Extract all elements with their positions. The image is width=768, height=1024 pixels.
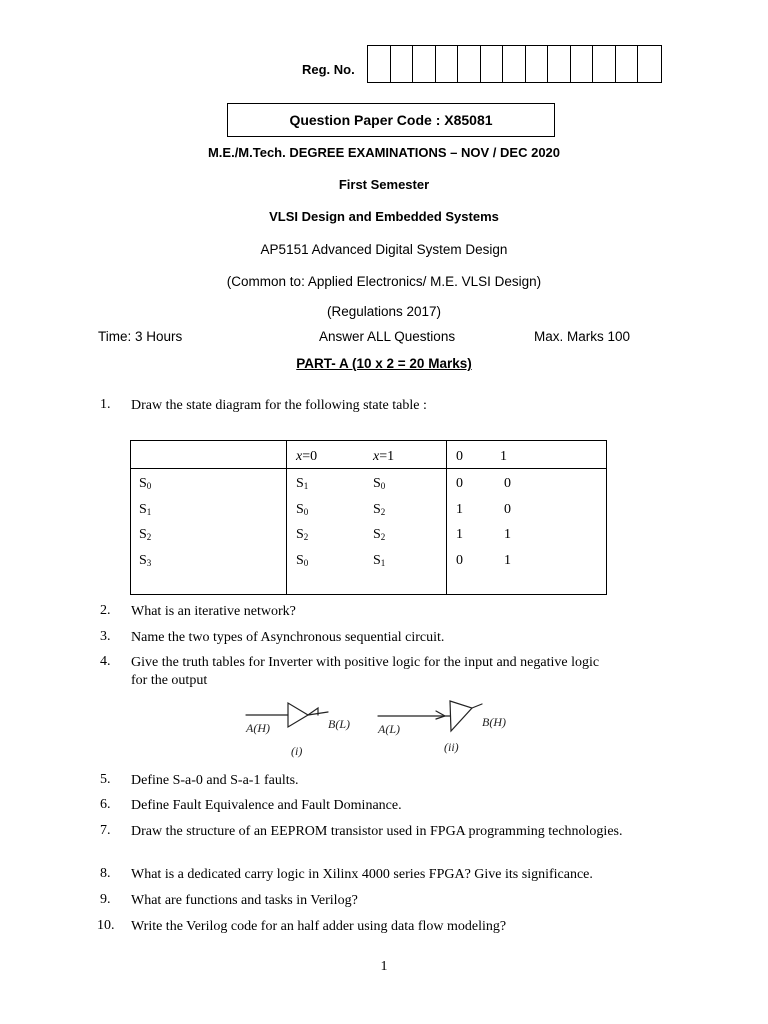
reg-no-cell bbox=[593, 46, 616, 82]
output-x0: 1 bbox=[456, 502, 463, 517]
state-letter: S bbox=[296, 502, 304, 517]
state-letter: S bbox=[373, 527, 381, 542]
header-out-1: 1 bbox=[500, 449, 507, 464]
present-state bbox=[139, 476, 151, 492]
course: AP5151 Advanced Digital System Design bbox=[260, 242, 508, 257]
reg-no-cell bbox=[481, 46, 504, 82]
reg-no-label: Reg. No. bbox=[302, 62, 355, 77]
state-letter: S bbox=[296, 527, 304, 542]
state-letter: S bbox=[139, 527, 147, 542]
next-state-x0 bbox=[296, 476, 308, 492]
question-text: Draw the structure of an EEPROM transistor used in FPGA programming technologies. bbox=[131, 824, 623, 839]
header-x1: x=1 bbox=[373, 449, 395, 464]
common-to: (Common to: Applied Electronics/ M.E. VLSI Design) bbox=[226, 274, 542, 289]
input-label-ii: A(L) bbox=[378, 722, 400, 736]
table-divider bbox=[286, 441, 287, 594]
reg-no-cell bbox=[413, 46, 436, 82]
question-number: 6. bbox=[100, 797, 111, 812]
state-index: 2 bbox=[146, 532, 152, 542]
state-letter: S bbox=[373, 553, 381, 568]
question-number: 3. bbox=[100, 629, 111, 644]
inverter-sketch bbox=[240, 695, 530, 765]
caption-ii: (ii) bbox=[444, 740, 459, 754]
exam-title: M.E./M.Tech. DEGREE EXAMINATIONS – NOV / DEC 2020 bbox=[207, 145, 561, 160]
next-state-x1 bbox=[373, 553, 385, 569]
instruction: Answer ALL Questions bbox=[319, 329, 456, 344]
output-label-i: B(L) bbox=[328, 717, 350, 731]
next-state-x1 bbox=[373, 527, 385, 543]
question-number: 7. bbox=[100, 823, 111, 838]
state-index: 0 bbox=[146, 481, 152, 491]
header-x0: x=0 bbox=[296, 449, 318, 464]
question-item bbox=[0, 772, 768, 792]
question-number: 9. bbox=[100, 892, 111, 907]
output-x0: 1 bbox=[456, 527, 463, 542]
next-state-x0 bbox=[296, 553, 308, 569]
buffer-triangle-i bbox=[288, 703, 308, 727]
state-index: 2 bbox=[380, 507, 386, 517]
page-number: 1 bbox=[380, 959, 388, 974]
next-state-x0 bbox=[296, 502, 308, 518]
table-divider bbox=[446, 441, 447, 594]
question-item bbox=[0, 629, 768, 649]
question-text: What is a dedicated carry logic in Xilinx 4000 series FPGA? Give its significance. bbox=[131, 867, 593, 882]
reg-no-cell bbox=[458, 46, 481, 82]
table-divider bbox=[131, 468, 606, 469]
branch: VLSI Design and Embedded Systems bbox=[269, 209, 499, 224]
present-state bbox=[139, 553, 151, 569]
question-text: Give the truth tables for Inverter with positive logic for the input and negative logic for the output bbox=[131, 655, 600, 688]
next-state-x1 bbox=[373, 476, 385, 492]
question-item bbox=[0, 654, 768, 694]
output-x1: 0 bbox=[504, 502, 511, 517]
reg-no-boxes bbox=[367, 45, 662, 83]
question-paper-code: Question Paper Code : X85081 bbox=[227, 103, 555, 137]
state-index: 3 bbox=[146, 558, 152, 568]
regulations: (Regulations 2017) bbox=[326, 304, 442, 319]
negation-mark-ii bbox=[436, 711, 445, 719]
reg-no-cell bbox=[638, 46, 661, 82]
reg-no-cell bbox=[616, 46, 639, 82]
question-number: 8. bbox=[100, 866, 111, 881]
state-letter: S bbox=[373, 476, 381, 491]
question-number: 10. bbox=[97, 918, 115, 933]
state-index: 2 bbox=[380, 532, 386, 542]
state-letter: S bbox=[139, 476, 147, 491]
header-out-0: 0 bbox=[456, 449, 463, 464]
part-heading bbox=[0, 356, 768, 371]
question-number: 4. bbox=[100, 654, 111, 669]
state-index: 1 bbox=[146, 507, 152, 517]
output-x0: 0 bbox=[456, 553, 463, 568]
state-table bbox=[130, 440, 607, 595]
question-number: 1. bbox=[100, 397, 111, 412]
next-state-x1 bbox=[373, 502, 385, 518]
caption-i: (i) bbox=[291, 744, 303, 758]
output-label-ii: B(H) bbox=[482, 715, 506, 729]
question-text: Draw the state diagram for the following state table : bbox=[131, 398, 427, 413]
next-state-x0 bbox=[296, 527, 308, 543]
question-text: Define Fault Equivalence and Fault Dominance. bbox=[131, 798, 402, 813]
reg-no-cell bbox=[391, 46, 414, 82]
buffer-triangle-ii bbox=[450, 701, 472, 731]
max-marks: Max. Marks 100 bbox=[534, 329, 631, 344]
reg-no-cell bbox=[548, 46, 571, 82]
state-letter: S bbox=[296, 476, 304, 491]
state-letter: S bbox=[139, 553, 147, 568]
question-number: 2. bbox=[100, 603, 111, 618]
state-index: 0 bbox=[380, 481, 386, 491]
question-item bbox=[0, 866, 768, 886]
state-index: 0 bbox=[303, 558, 309, 568]
state-index: 2 bbox=[303, 532, 309, 542]
question-item bbox=[0, 918, 768, 938]
question-item bbox=[0, 892, 768, 912]
reg-no-cell bbox=[526, 46, 549, 82]
reg-no-cell bbox=[571, 46, 594, 82]
semester: First Semester bbox=[338, 177, 430, 192]
question-item bbox=[0, 603, 768, 623]
state-index: 1 bbox=[380, 558, 386, 568]
question-text: Define S-a-0 and S-a-1 faults. bbox=[131, 773, 299, 788]
output-x1: 1 bbox=[504, 527, 511, 542]
output-x1: 0 bbox=[504, 476, 511, 491]
reg-no-cell bbox=[436, 46, 459, 82]
state-letter: S bbox=[296, 553, 304, 568]
question-text: Write the Verilog code for an half adder using data flow modeling? bbox=[131, 919, 507, 934]
present-state bbox=[139, 527, 151, 543]
state-letter: S bbox=[373, 502, 381, 517]
reg-no-cell bbox=[368, 46, 391, 82]
part-heading-text: PART- A (10 x 2 = 20 Marks) bbox=[296, 356, 472, 371]
question-text: Name the two types of Asynchronous sequential circuit. bbox=[131, 630, 445, 645]
question-item bbox=[0, 397, 768, 417]
question-item bbox=[0, 823, 768, 863]
question-item bbox=[0, 797, 768, 817]
question-text: What is an iterative network? bbox=[131, 604, 296, 619]
output-x0: 0 bbox=[456, 476, 463, 491]
question-text: What are functions and tasks in Verilog? bbox=[131, 893, 358, 908]
state-index: 1 bbox=[303, 481, 309, 491]
present-state bbox=[139, 502, 151, 518]
input-label-i: A(H) bbox=[246, 721, 270, 735]
output-wire-ii bbox=[472, 704, 482, 708]
reg-no-cell bbox=[503, 46, 526, 82]
output-x1: 1 bbox=[504, 553, 511, 568]
question-number: 5. bbox=[100, 772, 111, 787]
state-index: 0 bbox=[303, 507, 309, 517]
state-letter: S bbox=[139, 502, 147, 517]
exam-time: Time: 3 Hours bbox=[98, 329, 183, 344]
